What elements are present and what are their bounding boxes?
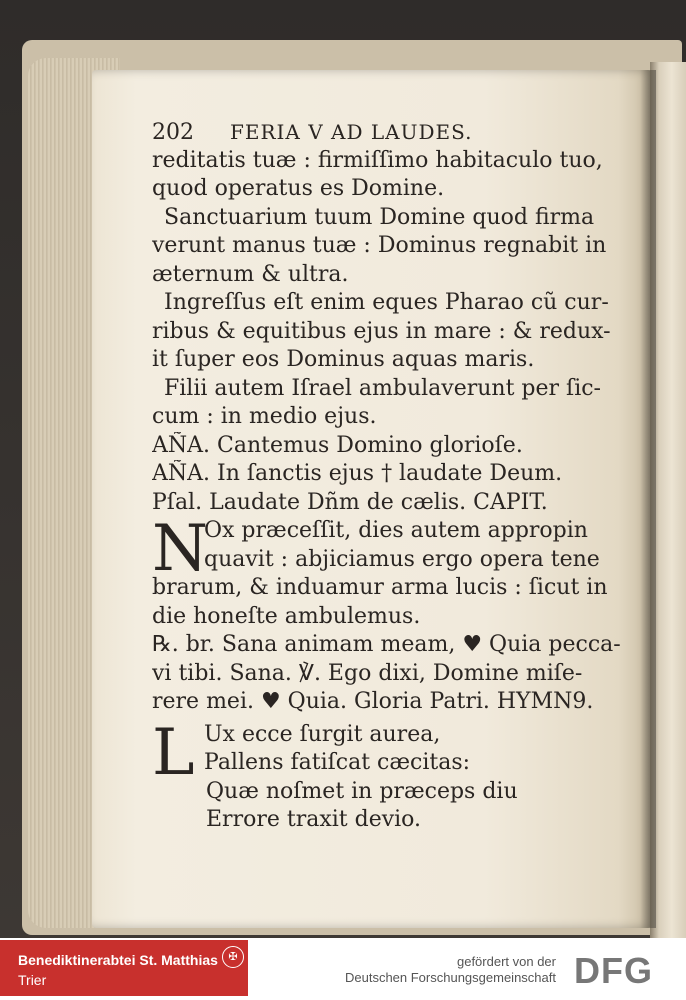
dfg-logo: DFG <box>574 950 653 991</box>
funding-line: Deutschen Forschungsgemeinschaft <box>344 970 556 985</box>
text-line: æternum & ultra. <box>152 261 349 287</box>
page-number: 202 <box>152 120 194 145</box>
antiphon-line: AÑA. In ſanctis ejus † laudate Deum. <box>152 461 563 486</box>
drop-capital: L <box>152 715 195 790</box>
responsory-line: rere mei. ♥ Quia. Gloria Patri. HYMN9. <box>152 689 594 714</box>
text-line: it ſuper eos Dominus aquas maris. <box>152 347 535 372</box>
capitulum-block <box>152 512 622 631</box>
psalm-line: Pſal. Laudate Dñm de cælis. CAPIT. <box>152 489 548 515</box>
text-line: Ingreſſus eſt enim eques Pharao cũ cur- <box>164 290 609 315</box>
text-line: Filii autem Iſrael ambulaverunt per ſic- <box>164 375 601 401</box>
footer-bar <box>0 938 686 1000</box>
page-text <box>152 118 622 835</box>
drop-capital: N <box>152 512 208 586</box>
funding-line: gefördert von der <box>456 954 556 969</box>
text-line: Sanctuarium tuum Domine quod firma <box>164 204 595 230</box>
hymn-line: Quæ noſmet in præceps diu <box>206 778 518 804</box>
institution-banner <box>0 940 248 996</box>
abbey-logo-icon: ✠ <box>222 946 244 968</box>
text-line: die honeſte ambulemus. <box>152 603 421 629</box>
hymn-line: Ux ecce ſurgit aurea, <box>204 721 441 747</box>
institution-city: Trier <box>18 972 47 988</box>
page-header <box>152 118 622 147</box>
responsory-line: vi tibi. Sana. ℣. Ego dixi, Domine miſe- <box>152 660 583 686</box>
responsory-line: ℞. br. Sana animam meam, ♥ Quia pecca- <box>152 632 621 657</box>
spine-shadow <box>640 70 656 928</box>
text-line: Ox præceſſit, dies autem appropin <box>204 518 588 543</box>
text-line: cum : in medio ejus. <box>152 404 377 429</box>
text-line: reditatis tuæ : firmiſſimo habitaculo tuo, <box>152 147 603 173</box>
text-line: brarum, & induamur arma lucis : ſicut in <box>152 575 608 600</box>
text-line: quod operatus es Domine. <box>152 176 445 201</box>
funding-note <box>345 954 556 986</box>
hymn-block <box>152 715 622 835</box>
running-head: FERIA V AD LAUDES. <box>230 120 473 144</box>
hymn-line: Pallens fatiſcat cæcitas: <box>204 750 471 775</box>
hymn-line: Errore traxit devio. <box>206 807 422 832</box>
text-line: ribus & equitibus ejus in mare : & redux- <box>152 318 611 344</box>
antiphon-line: AÑA. Cantemus Domino glorioſe. <box>152 432 523 458</box>
text-line: quavit : abjiciamus ergo opera tene <box>204 546 600 572</box>
text-line: verunt manus tuæ : Dominus regnabit in <box>152 233 607 258</box>
institution-name: Benediktinerabtei St. Matthias <box>18 952 218 968</box>
